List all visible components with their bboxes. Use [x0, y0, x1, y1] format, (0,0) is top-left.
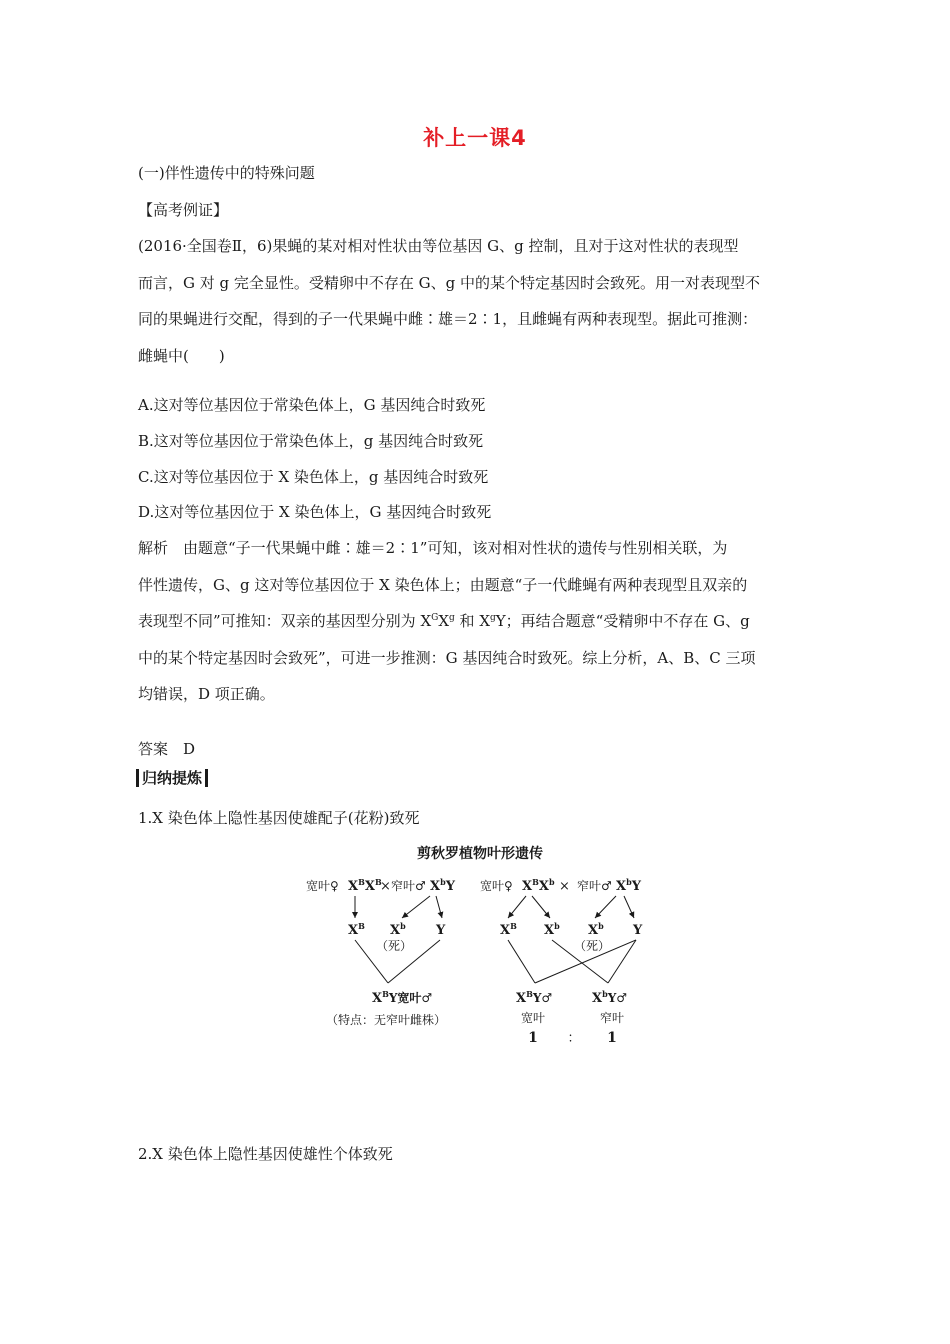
example-heading: 【高考例证】: [138, 201, 229, 219]
right-gamete-y: Y: [633, 923, 643, 938]
left-gamete-xb-recessive: $X^b$: [390, 921, 406, 938]
option-c: C.这对等位基因位于 X 染色体上，g 基因纯合时致死: [138, 468, 489, 486]
option-d: D.这对等位基因位于 X 染色体上，G 基因纯合时致死: [138, 503, 492, 521]
analysis-line-1: 解析 由题意“子一代果蝇中雌∶雄＝2∶1”可知，该对相对性状的遗传与性别相关联，为: [138, 539, 728, 557]
left-female-genotype: $X^BX^B$: [348, 877, 382, 894]
left-offspring: $X^BY$宽叶♂: [372, 989, 433, 1006]
right-female-label: 宽叶♀: [480, 879, 513, 893]
right-dead-label: （死）: [574, 939, 611, 953]
arrow: [624, 896, 634, 918]
option-a: A.这对等位基因位于常染色体上，G 基因纯合时致死: [138, 396, 486, 414]
analysis: [138, 530, 818, 713]
left-dead-label: （死）: [376, 939, 413, 953]
analysis-text: 表现型不同”可推知：双亲的基因型分别为 X: [138, 612, 432, 630]
right-cross: [480, 877, 643, 1046]
right-gamete-xb-recessive-female: $X^b$: [544, 921, 560, 938]
left-male-genotype: $X^bY$: [430, 877, 455, 894]
question-line-1: (2016·全国卷Ⅱ，6)果蝇的某对相对性状由等位基因 G、g 控制，且对于这对性状的表现型: [138, 237, 739, 255]
question-line-2: 而言，G 对 g 完全显性。受精卵中不存在 G、g 中的某个特定基因时会致死。用一对表现型不: [138, 273, 761, 292]
left-male-label: 窄叶♂: [391, 879, 426, 893]
right-male-genotype: $X^bY$: [616, 877, 641, 894]
left-cross: [306, 877, 456, 1027]
right-female-genotype: $X^BX^b$: [522, 877, 555, 894]
arrow: [532, 896, 550, 918]
analysis-text: X: [438, 612, 450, 630]
superscript: g: [490, 613, 496, 623]
analysis-text: 和 X: [454, 612, 490, 630]
analysis-text: Y；再结合题意“受精卵中不存在 G、g: [495, 612, 750, 630]
left-gamete-y: Y: [436, 923, 446, 938]
question-line-4: 雌蝇中( ): [138, 346, 225, 365]
arrow: [595, 896, 616, 918]
superscript: g: [449, 613, 455, 623]
superscript: G: [431, 613, 439, 623]
left-female-label: 宽叶♀: [306, 879, 339, 893]
ratio-right: 1: [607, 1030, 617, 1046]
answer: 答案 D: [138, 740, 196, 758]
point-1: 1.X 染色体上隐性基因使雄配子(花粉)致死: [138, 809, 420, 827]
right-offspring-1-label: 宽叶: [520, 1011, 546, 1025]
inheritance-diagram: [290, 838, 670, 1058]
right-offspring-1: $X^BY♂$: [516, 989, 553, 1006]
option-b: B.这对等位基因位于常染色体上，g 基因纯合时致死: [138, 432, 484, 450]
arrow: [508, 896, 526, 918]
left-cross-sign: ×: [380, 879, 391, 894]
right-offspring-2: $X^bY♂$: [592, 989, 628, 1006]
connector-line: [508, 940, 535, 983]
section-heading: (一)伴性遗传中的特殊问题: [138, 164, 315, 182]
right-offspring-2-label: 窄叶: [599, 1011, 625, 1025]
analysis-line-5: 均错误，D 项正确。: [138, 685, 275, 703]
left-note: （特点：无窄叶雌株）: [325, 1013, 447, 1027]
diagram-title: 剪秋罗植物叶形遗传: [417, 846, 543, 862]
page-title: 补上一课4: [423, 126, 527, 150]
analysis-line-3: [138, 603, 818, 640]
left-gamete-xb: $X^B$: [348, 921, 365, 938]
question-stem: [138, 228, 818, 374]
arrow: [402, 896, 430, 918]
ratio-separator: ：: [567, 1031, 581, 1046]
summary-tag: 归纳提炼: [136, 769, 208, 787]
analysis-line-2: 伴性遗传，G、g 这对等位基因位于 X 染色体上；由题意“子一代雌蝇有两种表现型且双亲的: [138, 575, 748, 594]
ratio-left: 1: [528, 1030, 538, 1046]
question-line-3: 同的果蝇进行交配，得到的子一代果蝇中雌∶雄＝2∶1，且雌蝇有两种表现型。据此可推测：: [138, 310, 758, 328]
right-cross-sign: ×: [559, 879, 570, 894]
arrow: [436, 896, 442, 918]
right-gamete-xb-recessive-male: $X^b$: [588, 921, 604, 938]
right-gamete-xb: $X^B$: [500, 921, 517, 938]
analysis-line-4: 中的某个特定基因时会致死”，可进一步推测：G 基因纯合时致死。综上分析，A、B、C 三项: [138, 648, 756, 667]
right-male-label: 窄叶♂: [577, 879, 612, 893]
point-2: 2.X 染色体上隐性基因使雄性个体致死: [138, 1145, 393, 1163]
